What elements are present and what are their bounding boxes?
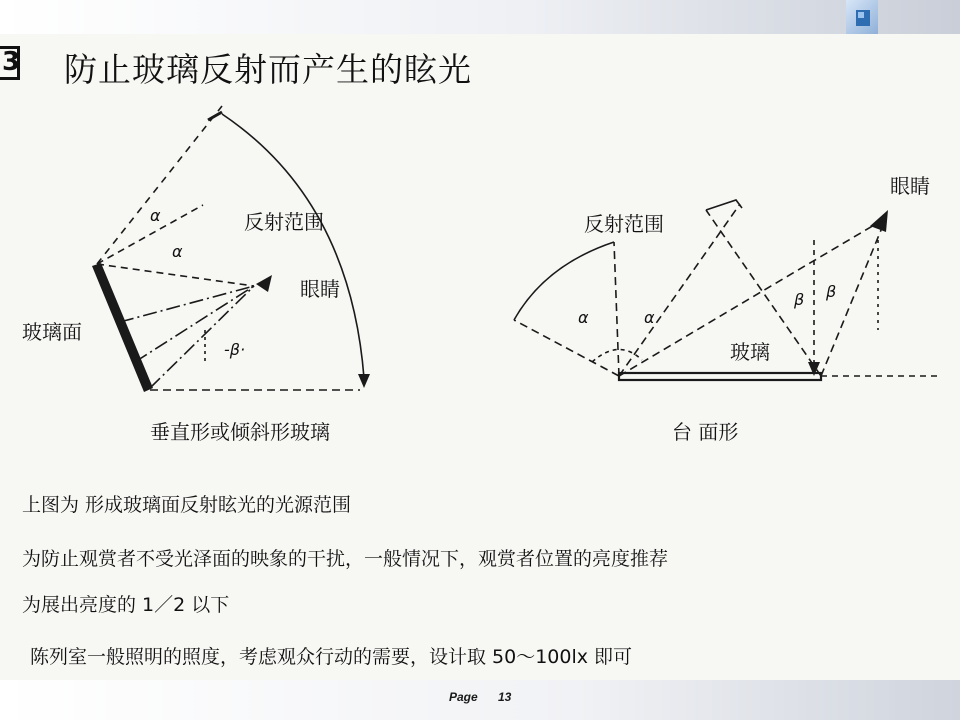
right-alpha-1: α: [578, 308, 589, 327]
left-beta: -β·: [224, 340, 246, 359]
left-glass-panel: [92, 263, 153, 392]
left-eye-label: 眼睛: [300, 277, 340, 301]
body-line-2: 为防止观赏者不受光泽面的映象的干扰，一般情况下，观赏者位置的亮度推荐: [22, 548, 669, 570]
section-number: 3: [2, 47, 21, 77]
page-label: Page: [449, 690, 478, 704]
right-beta-2: β: [826, 282, 837, 301]
glass-surface-label: 玻璃面: [22, 320, 82, 344]
right-reflection-range-label: 反射范围: [584, 212, 664, 236]
right-diagram-caption: 台 面形: [672, 420, 739, 444]
body-line-1: 上图为 形成玻璃面反射眩光的光源范围: [22, 494, 352, 516]
left-diagram-caption: 垂直形或倾斜形玻璃: [150, 420, 330, 444]
glass-label: 玻璃: [730, 340, 770, 364]
body-line-4: 陈列室一般照明的照度，考虑观众行动的需要，设计取 50～100lx 即可: [30, 646, 633, 668]
left-alpha-2: α: [172, 242, 183, 261]
body-line-3: 为展出亮度的 1／2 以下: [22, 594, 230, 616]
left-reflection-range-label: 反射范围: [244, 210, 324, 234]
right-beta-1: β: [794, 290, 805, 309]
left-alpha-1: α: [150, 206, 161, 225]
footer-bar: [0, 680, 960, 720]
right-eye-label: 眼睛: [890, 174, 930, 198]
right-alpha-2: α: [644, 308, 655, 327]
page-number: 13: [498, 690, 512, 704]
slide-title: 防止玻璃反射而产生的眩光: [64, 50, 472, 89]
